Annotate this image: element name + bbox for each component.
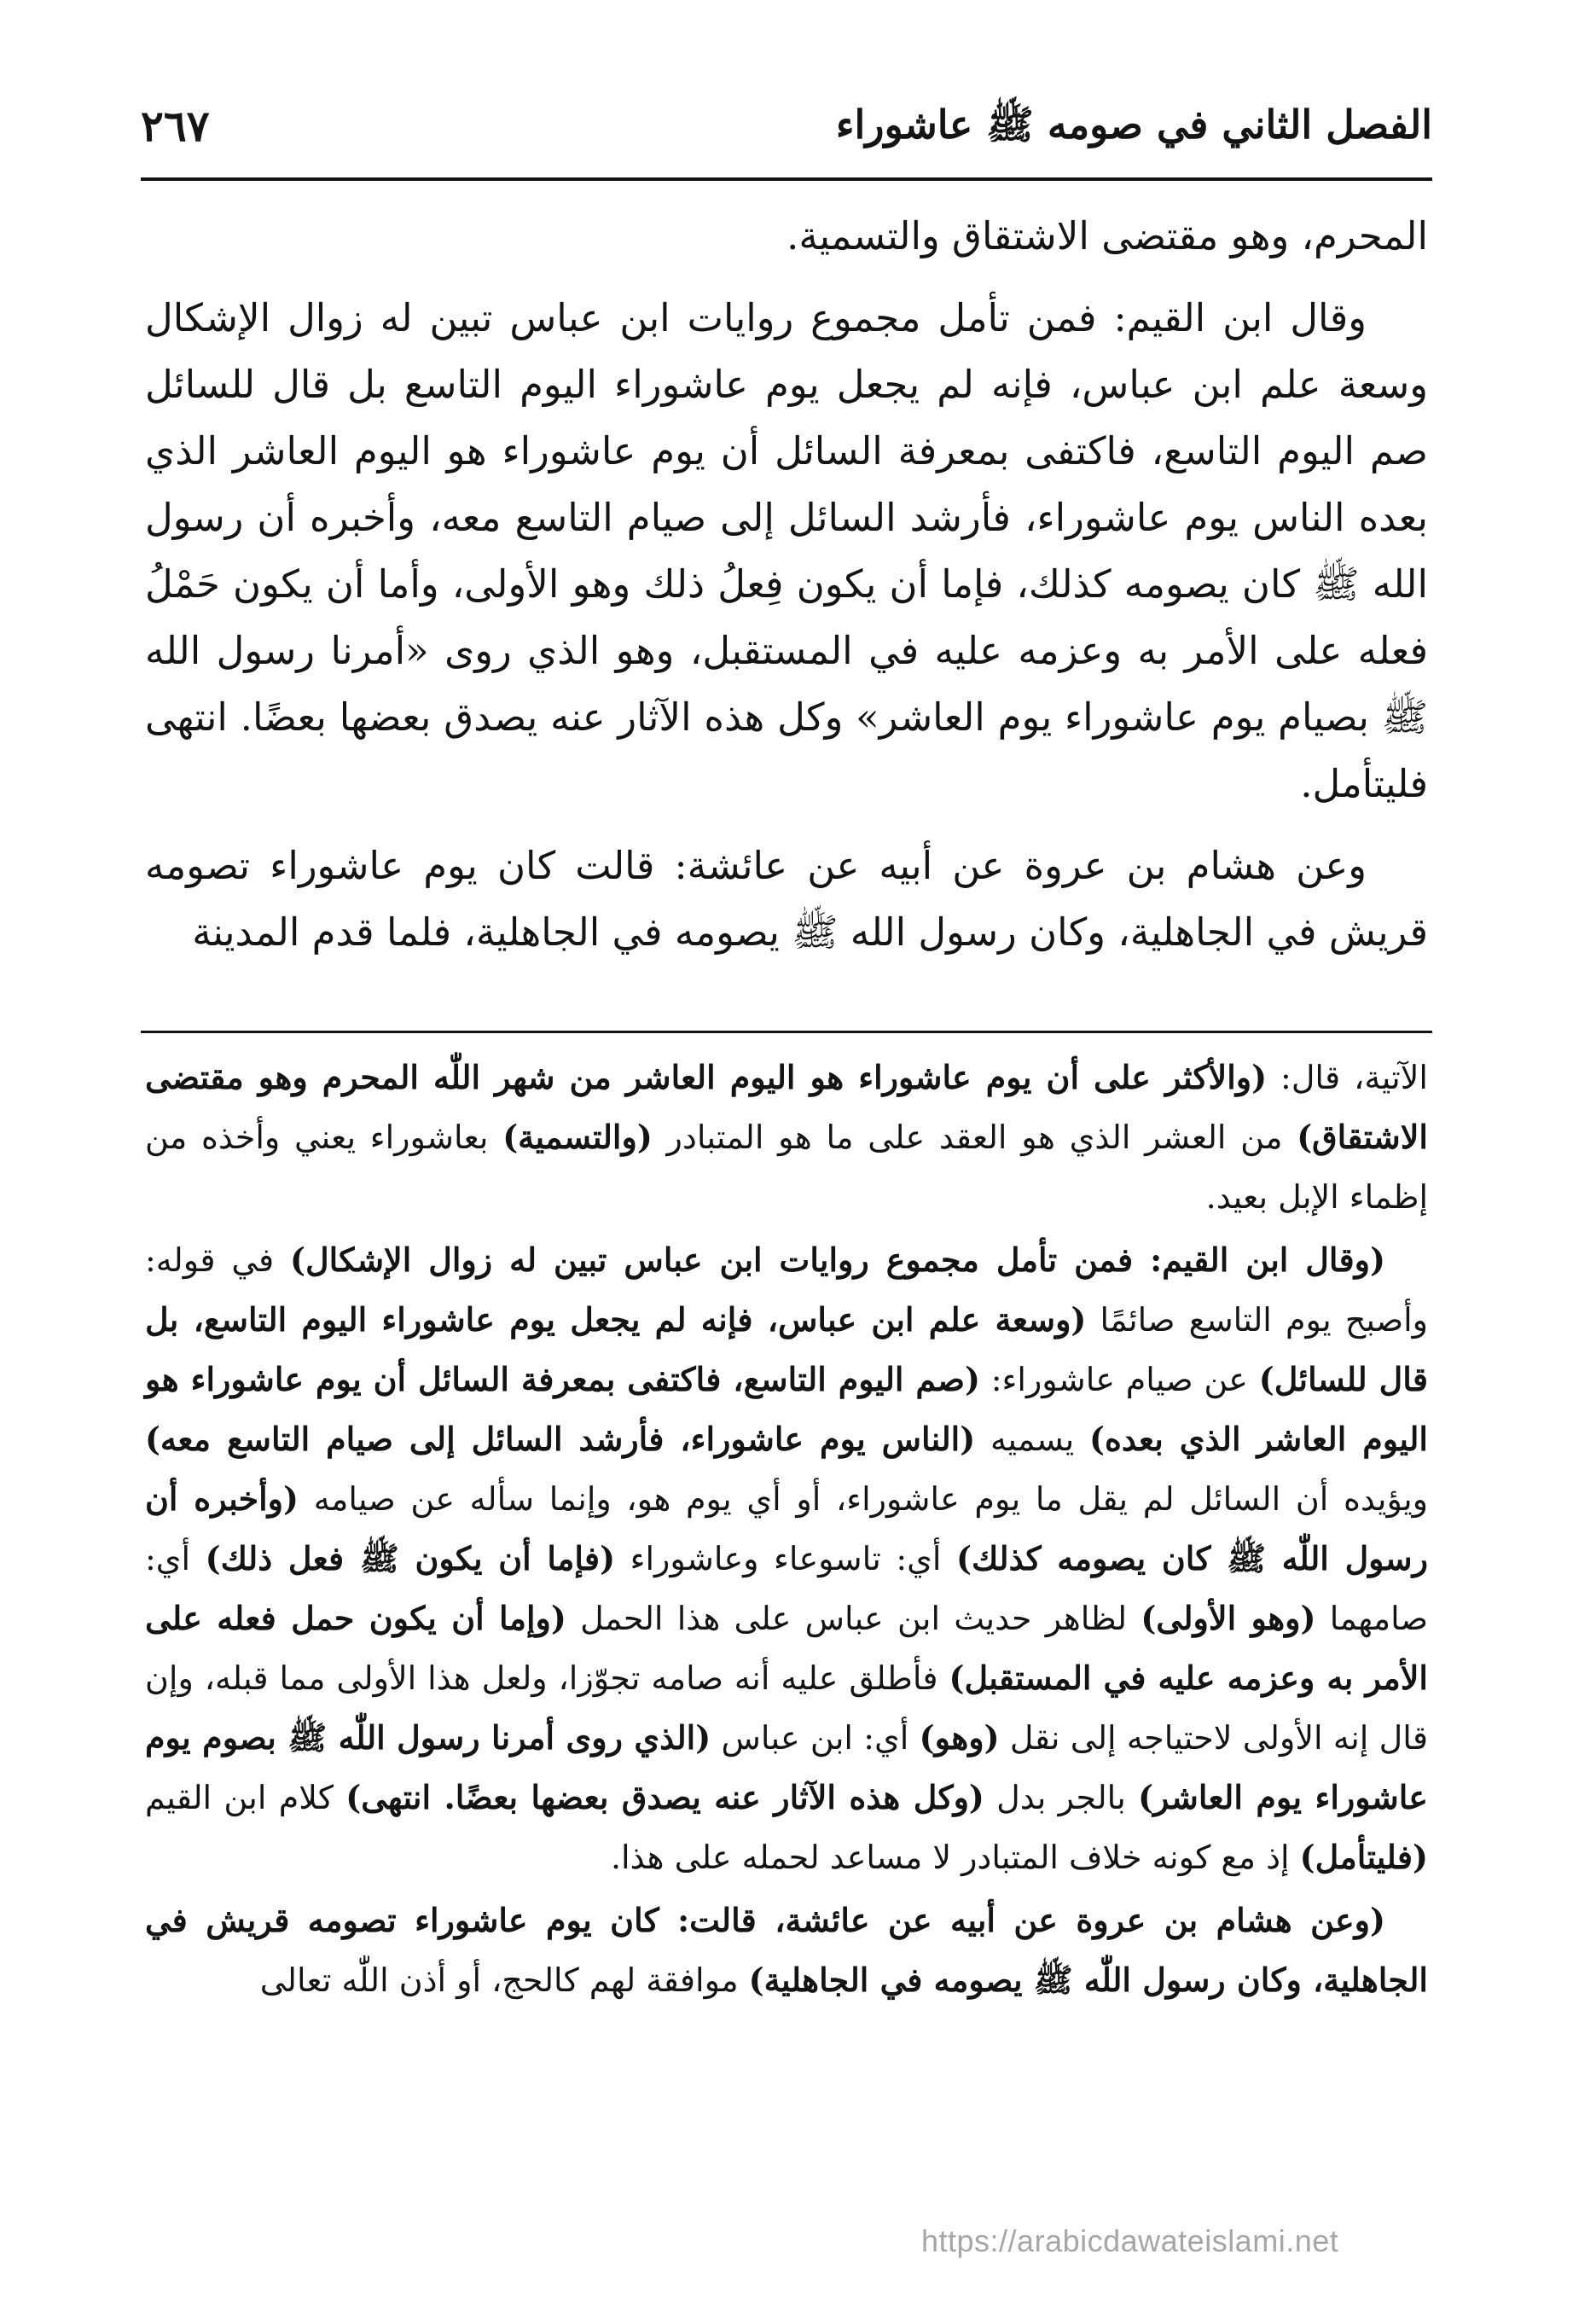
commentary-quote-segment: (وقال ابن القيم: فمن تأمل مجموع روايات ابن عباس تبين له زوال الإشكال)	[290, 1240, 1385, 1279]
page-number: ٢٦٧	[141, 101, 210, 151]
main-paragraph: وعن هشام بن عروة عن أبيه عن عائشة: قالت كان يوم عاشوراء تصومه قريش في الجاهلية، وكان رسول الله ﷺ يصومه في الجاهلية، فلما قدم المدينة	[145, 843, 1428, 955]
website-watermark: https://arabicdawateislami.net	[921, 2223, 1339, 2258]
commentary-quote-segment: (فإما أن يكون ﷺ فعل ذلك)	[205, 1539, 616, 1577]
main-text	[145, 203, 1428, 981]
commentary-text-segment: يسميه	[975, 1421, 1090, 1458]
commentary-text-segment: فأطلق عليه أنه صامه تجوّزا، ولعل هذا الأولى مما قبله، وإن قال إنه الأولى لاحتياجه إلى نقل	[145, 1659, 1428, 1757]
commentary-text-segment: بالجر بدل	[984, 1779, 1139, 1816]
header-divider	[141, 177, 1432, 181]
main-paragraph: وقال ابن القيم: فمن تأمل مجموع روايات ابن عباس تبين له زوال الإشكال وسعة علم ابن عباس، فإنه لم يجعل يوم عاشوراء اليوم التاسع بل قال للسائل صم اليوم التاسع، فاكتفى بمعرفة السائل أن يوم عاشوراء هو اليوم العاشر الذي بعده الناس يوم عاشوراء، فأرشد السائل إلى صيام التاسع معه، وأخبره أن رسول الله ﷺ كان يصومه كذلك، فإما أن يكون فِعلُ ذلك وهو الأولى، وأما أن يكون حَمْلُ فعله على الأمر به وعزمه عليه في المستقبل، وهو الذي روى «أمرنا رسول الله ﷺ بصيام يوم عاشوراء يوم العاشر» وكل هذه الآثار عنه يصدق بعضها بعضًا. انتهى فليتأمل.	[145, 295, 1429, 806]
section-divider	[141, 1031, 1432, 1033]
commentary-quote-segment: (وهو الأولى)	[1141, 1599, 1316, 1637]
commentary-quote-segment: (والتسمية)	[502, 1118, 653, 1156]
commentary-text-segment: أي: صامهما	[145, 1540, 1428, 1637]
commentary-quote-segment: (صم اليوم التاسع، فاكتفى بمعرفة السائل أن يوم عاشوراء هو اليوم العاشر الذي بعده)	[145, 1360, 1428, 1458]
commentary-quote-segment: (وسعة علم ابن عباس، فإنه لم يجعل يوم عاشوراء اليوم التاسع، بل قال للسائل)	[145, 1300, 1428, 1398]
commentary-text-segment: أي: ابن عباس	[711, 1719, 920, 1757]
commentary-quote-segment: (وهو)	[919, 1718, 1000, 1757]
chapter-title: الفصل الثاني في صومه ﷺ عاشوراء	[835, 102, 1432, 148]
commentary-text-segment: ويؤيده أن السائل لم يقل ما يوم عاشوراء، أو أي يوم هو، وإنما سأله عن صيامه	[299, 1480, 1428, 1518]
commentary-text-segment: أي: تاسوعاء وعاشوراء	[615, 1540, 956, 1577]
commentary-quote-segment: (وكل هذه الآثار عنه يصدق بعضها بعضًا. انتهى)	[345, 1778, 984, 1816]
commentary-text-segment: موافقة لهم كالحج، أو أذن اللّٰه تعالى	[259, 1961, 749, 1999]
commentary-quote-segment: (فليتأمل)	[1299, 1838, 1428, 1876]
commentary-text-segment: كلام ابن القيم	[145, 1779, 346, 1816]
commentary-quote-segment: (الناس يوم عاشوراء، فأرشد السائل إلى صيام التاسع معه)	[145, 1420, 976, 1458]
commentary-text-segment: بعاشوراء يعني وأخذه من إظماء الإبل بعيد.	[145, 1118, 1428, 1216]
commentary-text-segment: من العشر الذي هو العقد على ما هو المتبادر	[652, 1118, 1297, 1156]
commentary-quote-segment: (الذي روى أمرنا رسول اللّٰه ﷺ بصوم يوم عاشوراء يوم العاشر)	[145, 1718, 1428, 1816]
commentary-paragraph	[145, 1230, 1428, 1887]
commentary-quote-segment: (والأكثر على أن يوم عاشوراء هو اليوم العاشر من شهر اللّٰه المحرم وهو مقتضى الاشتقاق)	[145, 1058, 1428, 1156]
commentary-text-segment: في قوله: وأصبح يوم التاسع صائمًا	[145, 1241, 1429, 1339]
commentary-text-segment: عن صيام عاشوراء:	[979, 1361, 1259, 1398]
commentary-quote-segment: (وعن هشام بن عروة عن أبيه عن عائشة، قالت: كان يوم عاشوراء تصومه قريش في الجاهلية، وكان رسول اللّٰه ﷺ يصومه في الجاهلية)	[145, 1901, 1428, 1999]
commentary-paragraph	[145, 1891, 1428, 2010]
commentary-text-segment: الآتية، قال:	[1267, 1059, 1428, 1096]
commentary-text-segment: إذ مع كونه خلاف المتبادر لا مساعد لحمله على هذا.	[610, 1839, 1300, 1876]
commentary-quote-segment: (وإما أن يكون حمل فعله على الأمر به وعزمه عليه في المستقبل)	[145, 1599, 1428, 1697]
commentary-text	[145, 1048, 1428, 2013]
commentary-paragraph	[145, 1048, 1428, 1227]
commentary-quote-segment: (وأخبره أن رسول اللّٰه ﷺ كان يصومه كذلك)	[145, 1479, 1428, 1577]
page-header	[141, 90, 1432, 158]
commentary-text-segment: لظاهر حديث ابن عباس على هذا الحمل	[566, 1600, 1141, 1637]
main-paragraph: المحرم، وهو مقتضى الاشتقاق والتسمية.	[786, 213, 1428, 259]
